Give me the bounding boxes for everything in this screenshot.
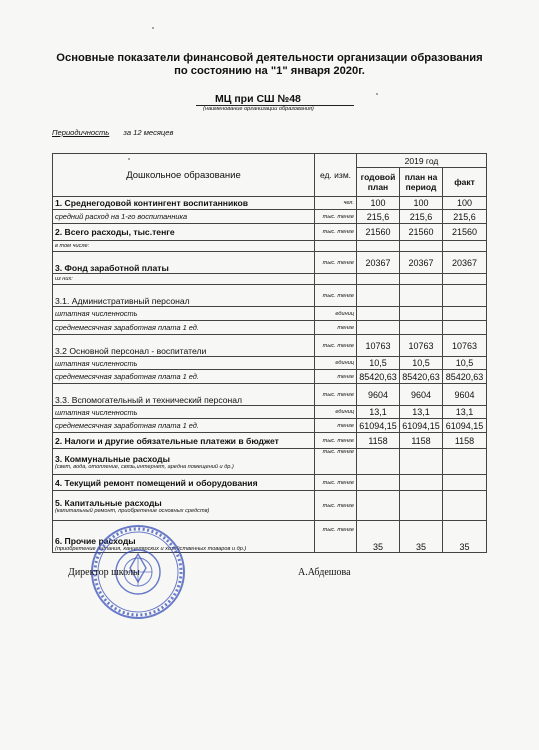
row-plan-period [400,491,443,521]
row-unit: тыс. тенге [315,384,357,406]
table-row [53,224,487,241]
row-fact: 20367 [443,252,487,274]
row-plan-period [400,475,443,491]
row-plan-year [357,241,400,252]
row-label: 3. Коммунальные расходы [55,453,170,464]
row-label: 1. Среднегодовой контингент воспитанников [53,197,315,210]
row-label-cell [53,491,315,521]
row-plan-period: 20367 [400,252,443,274]
row-plan-year [357,274,400,285]
row-plan-year [357,285,400,307]
col-header-unit: ед. изм. [315,154,357,197]
table-row [53,449,487,475]
row-unit: тенге [315,419,357,433]
row-fact: 21560 [443,224,487,241]
row-fact [443,491,487,521]
table-row [53,357,487,370]
row-plan-period: 85420,63 [400,370,443,384]
row-unit: тенге [315,370,357,384]
table-row [53,370,487,384]
row-unit: тыс. тенге [315,433,357,449]
row-plan-year: 215,6 [357,210,400,224]
col-header-plan-year: годовой план [357,168,400,197]
row-unit: тыс. тенге [315,210,357,224]
row-unit [315,274,357,285]
row-fact: 10763 [443,335,487,357]
table-row [53,433,487,449]
row-label: в том числе: [53,241,315,252]
col-header-fact: факт [443,168,487,197]
row-plan-period: 100 [400,197,443,210]
row-fact [443,475,487,491]
row-plan-year [357,307,400,321]
period-line [52,128,173,137]
table-row [53,197,487,210]
table-row [53,475,487,491]
row-label: 4. Текущий ремонт помещений и оборудования [53,475,315,491]
row-plan-year: 61094,15 [357,419,400,433]
row-unit: тыс. тенге [315,475,357,491]
table-row [53,210,487,224]
table-row [53,419,487,433]
row-plan-year: 9604 [357,384,400,406]
table-row [53,274,487,285]
row-unit: тыс. тенге [315,491,357,521]
period-label: Периодичность [52,128,110,137]
row-label: среднемесячная заработная плата 1 ед. [53,370,315,384]
row-plan-period: 10763 [400,335,443,357]
row-fact: 9604 [443,384,487,406]
col-header-year: 2019 год [357,154,487,168]
row-unit: чел. [315,197,357,210]
table-row [53,252,487,274]
row-unit: тыс. тенге [315,449,357,475]
row-plan-year [357,321,400,335]
row-unit: тыс. тенге [315,224,357,241]
table-row [53,406,487,419]
row-label: штатная численность [53,357,315,370]
table-row [53,384,487,406]
org-note: (наименование организации образования) [203,106,314,112]
row-label: 3.3. Вспомогательный и технический персонал [53,384,315,406]
row-label: 3.1. Административный персонал [53,285,315,307]
row-fact: 100 [443,197,487,210]
row-plan-year: 10763 [357,335,400,357]
row-plan-year: 13,1 [357,406,400,419]
row-plan-year: 10,5 [357,357,400,370]
row-label: 3. Фонд заработной платы [53,252,315,274]
report-date: по состоянию на "1" января 2020г. [174,65,365,77]
row-fact [443,241,487,252]
row-unit: единиц [315,307,357,321]
director-name: А.Абдешова [298,567,351,578]
row-unit: тыс. тенге [315,335,357,357]
row-plan-year: 100 [357,197,400,210]
row-plan-period [400,449,443,475]
row-label: из них: [53,274,315,285]
row-fact [443,274,487,285]
row-fact: 215,6 [443,210,487,224]
row-plan-period: 13,1 [400,406,443,419]
row-plan-period: 1158 [400,433,443,449]
table-row [53,491,487,521]
row-plan-year: 85420,63 [357,370,400,384]
period-value: за 12 месяцев [123,128,174,137]
row-label: штатная численность [53,307,315,321]
row-fact: 13,1 [443,406,487,419]
row-plan-period: 215,6 [400,210,443,224]
row-fact [443,321,487,335]
scan-speck [152,27,154,29]
row-sublabel: (капитальный ремонт, приобретение основных средств) [55,507,210,514]
row-unit: тыс. тенге [315,285,357,307]
row-fact: 1158 [443,433,487,449]
row-plan-period: 61094,15 [400,419,443,433]
col-header-plan-period: план на период [400,168,443,197]
table-row [53,307,487,321]
row-plan-period: 21560 [400,224,443,241]
row-label: 6. Прочие расходы [55,536,136,546]
row-label: 2. Всего расходы, тыс.тенге [53,224,315,241]
scan-speck [128,158,130,160]
row-fact [443,285,487,307]
table-row [53,321,487,335]
row-plan-year: 1158 [357,433,400,449]
row-fact [443,449,487,475]
row-unit: единиц [315,357,357,370]
row-unit: тенге [315,321,357,335]
table-row [53,335,487,357]
row-plan-period [400,321,443,335]
row-fact: 85420,63 [443,370,487,384]
row-label: средний расход на 1-го воспитанника [53,210,315,224]
row-sublabel: (свет, вода, отопление, связь,интернет, аредна помещений и др.) [55,463,234,470]
row-plan-year [357,491,400,521]
row-unit: тыс. тенге [315,252,357,274]
row-label-cell [53,449,315,475]
table-row [53,285,487,307]
row-fact: 35 [443,521,487,553]
row-label: среднемесячная заработная плата 1 ед. [53,321,315,335]
row-label: среднемесячная заработная плата 1 ед. [53,419,315,433]
org-name: МЦ при СШ №48 [215,93,301,105]
row-label: 3.2 Основной персонал - воспитатели [53,335,315,357]
row-plan-year: 35 [357,521,400,553]
scan-speck [376,93,378,95]
row-plan-year [357,475,400,491]
row-plan-period: 9604 [400,384,443,406]
row-plan-period [400,241,443,252]
row-fact: 61094,15 [443,419,487,433]
col-header-name: Дошкольное образование [53,154,315,197]
row-plan-period: 10,5 [400,357,443,370]
row-plan-year: 20367 [357,252,400,274]
row-unit [315,241,357,252]
row-plan-year [357,449,400,475]
report-title: Основные показатели финансовой деятельности организации образования [56,52,483,64]
financial-table [52,153,487,553]
row-plan-period: 35 [400,521,443,553]
row-unit: тыс. тенге [315,521,357,553]
row-label: 2. Налоги и другие обязательные платежи в бюджет [53,433,315,449]
row-fact: 10,5 [443,357,487,370]
director-label: Директор школы [68,567,140,578]
row-fact [443,307,487,321]
row-sublabel: (приобретение питания, канцелярских и хозяйственных товаров и др.) [55,546,247,552]
row-plan-year: 21560 [357,224,400,241]
row-plan-period [400,274,443,285]
row-label: 5. Капитальные расходы [55,497,162,508]
table-row [53,241,487,252]
row-plan-period [400,307,443,321]
row-unit: единиц [315,406,357,419]
row-label: штатная численность [53,406,315,419]
row-plan-period [400,285,443,307]
